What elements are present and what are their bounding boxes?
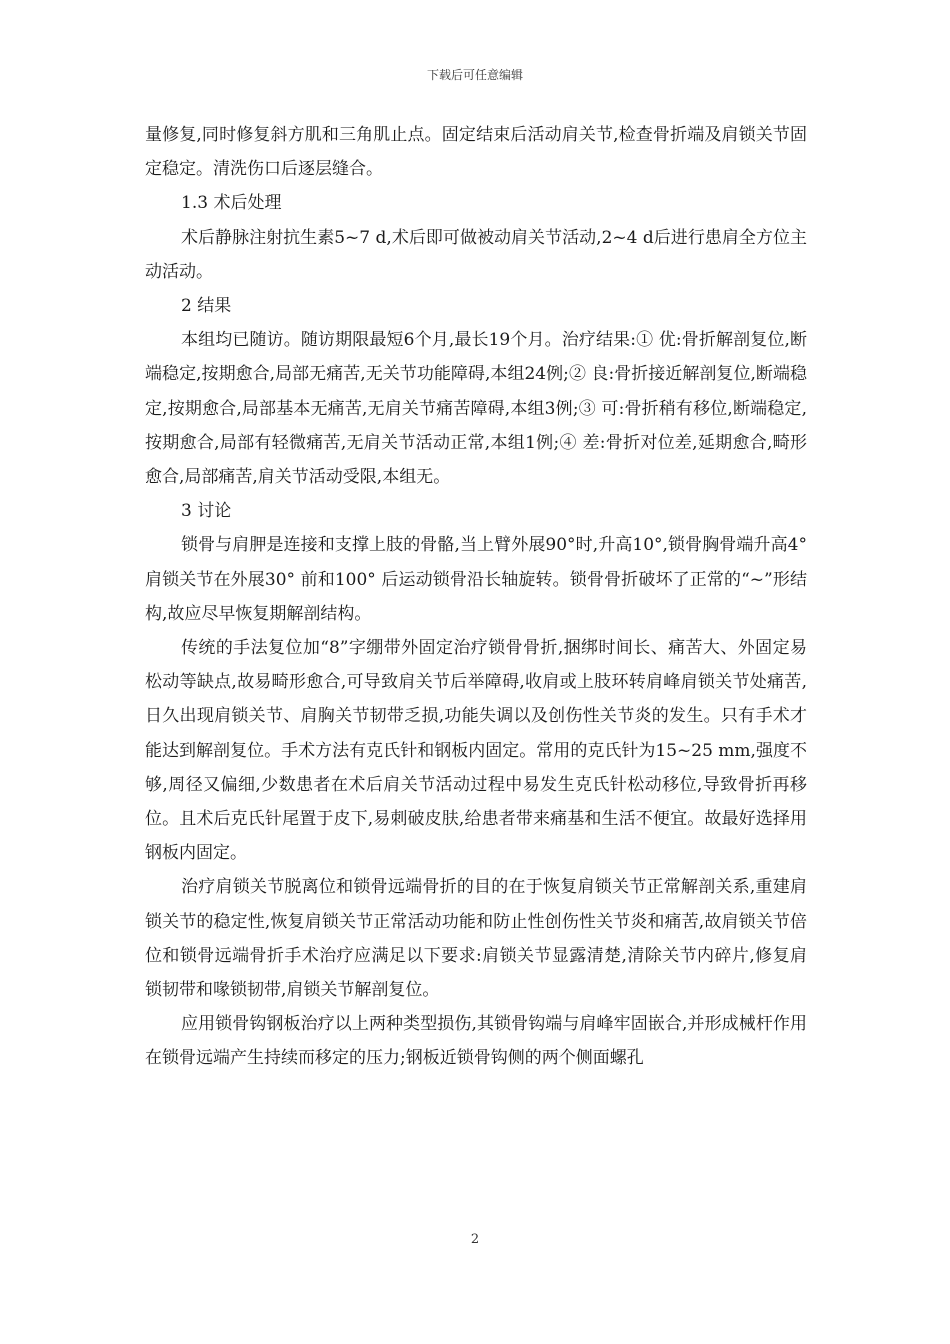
paragraph-results: 本组均已随访。随访期限最短6个月,最长19个月。治疗结果:① 优:骨折解剖复位,断端稳定,按期愈合,局部无痛苦,无关节功能障碍,本组24例;② 良:骨折接近解剖复位,断端稳定,按期愈合,局部基本无痛苦,无肩关节痛苦障碍,本组3例;③ 可:骨折稍有移位,断端稳定,按期愈合,局部有轻微痛苦,无肩关节活动正常,本组1例;④ 差:骨折对位差,延期愈合,畸形愈合,局部痛苦,肩关节活动受限,本组无。 xyxy=(145,330,807,488)
paragraph-discussion-1: 锁骨与肩胛是连接和支撑上肢的骨骼,当上臂外展90°时,升高10°,锁骨胸骨端升高4° 肩锁关节在外展30° 前和100° 后运动锁骨沿长轴旋转。锁骨骨折破坏了正常的“~”形结构,故应尽早恢复期解剖结构。 xyxy=(145,535,807,624)
section-heading-discussion: 3 讨论 xyxy=(181,501,232,522)
page-header: 下载后可任意编辑 xyxy=(426,68,523,82)
section-heading-results: 2 结果 xyxy=(181,296,232,317)
page-number: 2 xyxy=(470,1232,480,1247)
paragraph-postop: 术后静脉注射抗生素5~7 d,术后即可做被动肩关节活动,2~4 d后进行患肩全方位主动活动。 xyxy=(145,227,807,282)
paragraph-discussion-4: 应用锁骨钩钢板治疗以上两种类型损伤,其锁骨钩端与肩峰牢固嵌合,并形成械杆作用在锁骨远端产生持续而移定的压力;钢板近锁骨钩侧的两个侧面螺孔 xyxy=(145,1014,807,1069)
paragraph-discussion-3: 治疗肩锁关节脱离位和锁骨远端骨折的目的在于恢复肩锁关节正常解剖关系,重建肩锁关节的稳定性,恢复肩锁关节正常活动功能和防止性创伤性关节炎和痛苦,故肩锁关节倍位和锁骨远端骨折手术治疗应满足以下要求:肩锁关节显露清楚,清除关节内碎片,修复肩锁韧带和喙锁韧带,肩锁关节解剖复位。 xyxy=(145,877,807,1001)
paragraph-discussion-2: 传统的手法复位加“8”字绷带外固定治疗锁骨骨折,捆绑时间长、痛苦大、外固定易松动等缺点,故易畸形愈合,可导致肩关节后举障碍,收肩或上肢环转肩峰肩锁关节处痛苦,日久出现肩锁关节、肩胸关节韧带乏损,功能失调以及创伤性关节炎的发生。只有手术才能达到解剖复位。手术方法有克氏针和钢板内固定。常用的克氏针为15~25 mm,强度不够,周径又偏细,少数患者在术后肩关节活动过程中易发生克氏针松动移位,导致骨折再移位。且术后克氏针尾置于皮下,易刺破皮肤,给患者带来痛基和生活不便宜。故最好选择用钢板内固定。 xyxy=(145,638,807,864)
paragraph-continued: 量修复,同时修复斜方肌和三角肌止点。固定结束后活动肩关节,检查骨折端及肩锁关节固定稳定。清洗伤口后逐层缝合。 xyxy=(145,125,807,180)
section-heading-postop: 1.3 术后处理 xyxy=(181,193,282,214)
document-body xyxy=(145,118,807,1076)
